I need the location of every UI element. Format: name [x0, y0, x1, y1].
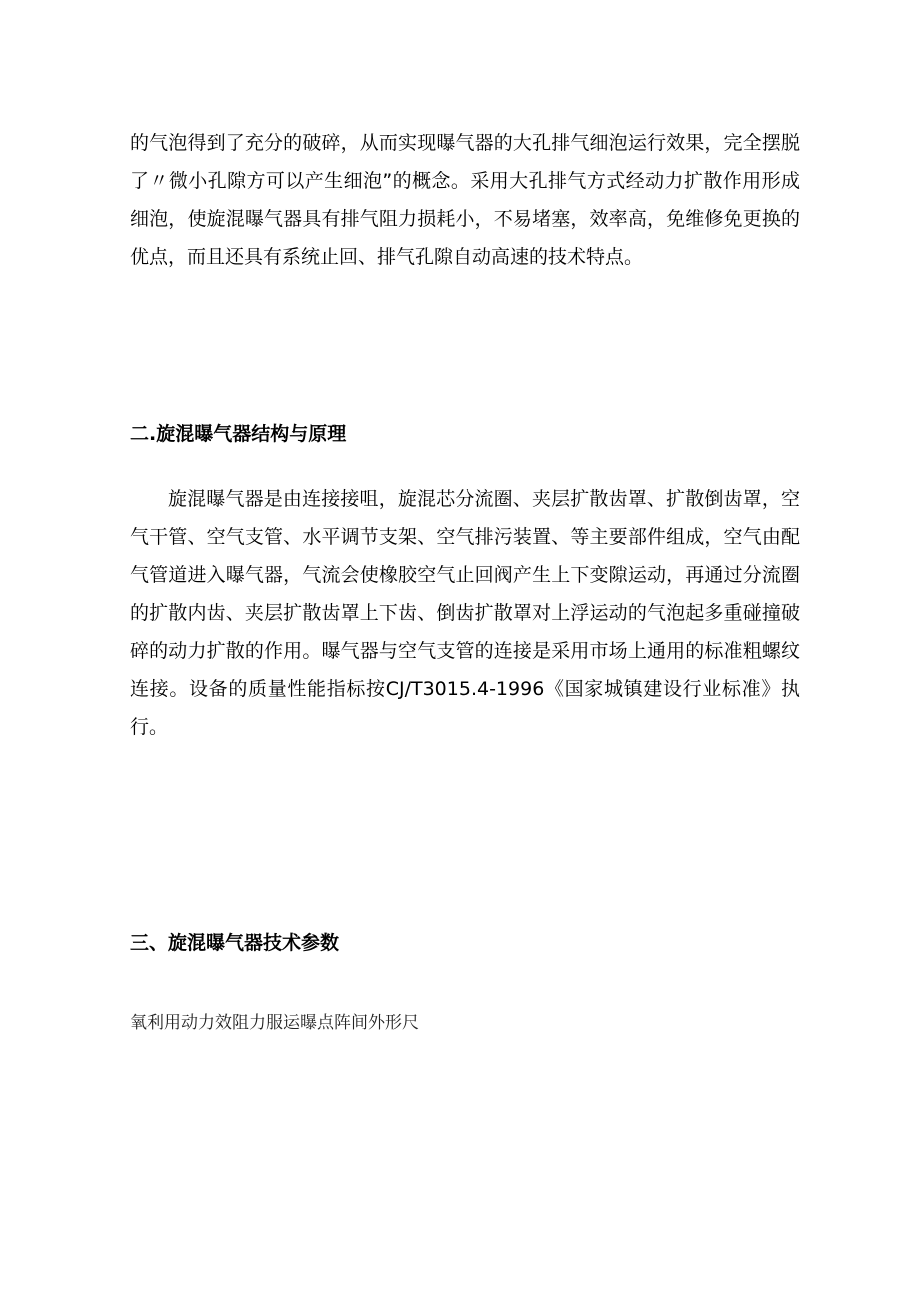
section-3-heading: 三、旋混曝气器技术参数 — [130, 932, 340, 954]
section-2-paragraph: 旋混曝气器是由连接接咀，旋混芯分流圈、夹层扩散齿罩、扩散倒齿罩，空气干管、空气支管、水平调节支架、空气排污装置、等主要部件组成，空气由配气管道进入曝气器，气流会使橡胶空气止回阀产生上下变隙运动，再通过分流圈的扩散内齿、夹层扩散齿罩上下齿、倒齿扩散罩对上浮运动的气泡起多重碰撞破碎的动力扩散的作用。曝气器与空气支管的连接是采用市场上通用的标准粗螺纹连接。设备的质量性能指标按CJ/T3015.4-1996《国家城镇建设行业标准》执行。 — [130, 488, 800, 738]
section-2-heading: 二.旋混曝气器结构与原理 — [130, 423, 347, 445]
intro-paragraph: 的气泡得到了充分的破碎，从而实现曝气器的大孔排气细泡运行效果，完全摆脱了〃微小孔隙方可以产生细泡”的概念。采用大孔排气方式经动力扩散作用形成细泡，使旋混曝气器具有排气阻力损耗小，不易堵塞，效率高，免维修免更换的优点，而且还具有系统止回、排气孔隙自动高速的技术特点。 — [130, 132, 800, 268]
parameter-header-line: 氧利用动力效阻力服运曝点阵间外形尺 — [130, 1013, 419, 1033]
